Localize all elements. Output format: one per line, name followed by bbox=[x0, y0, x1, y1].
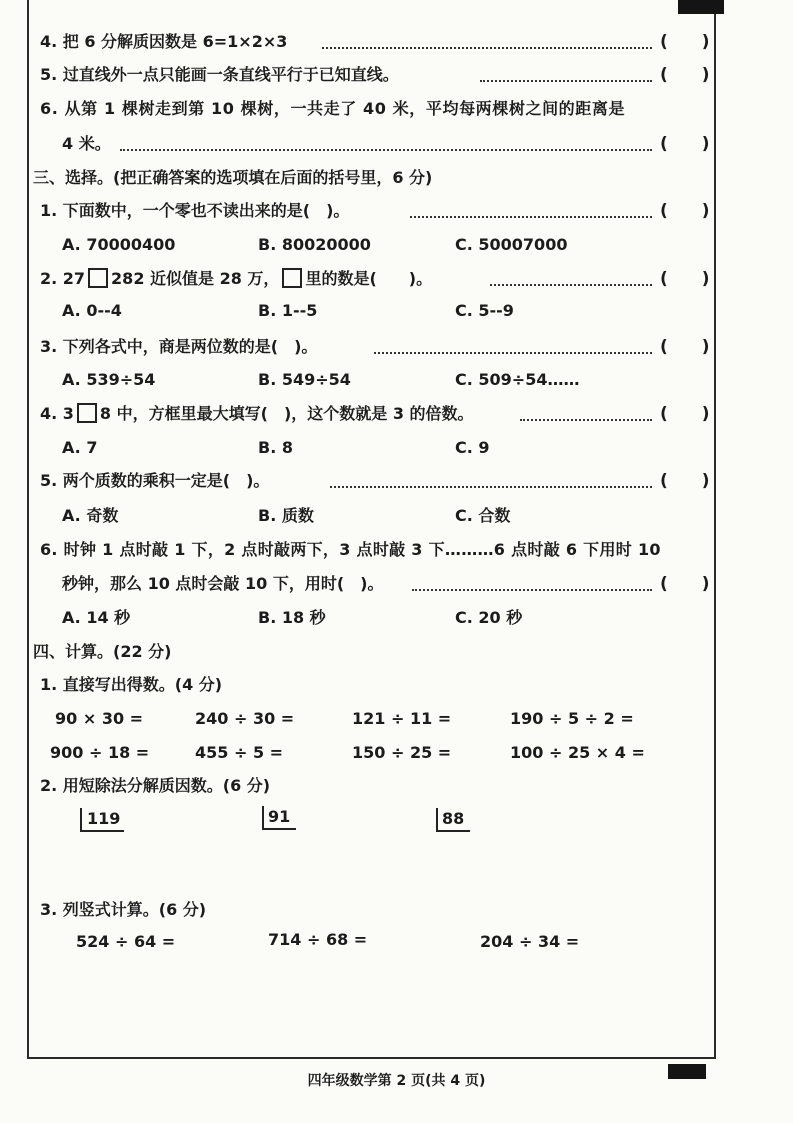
judge-question-6-cont: 4 米。 bbox=[62, 134, 111, 153]
answer-bracket[interactable]: ( ) bbox=[660, 201, 710, 221]
dotted-leader bbox=[330, 486, 652, 488]
choice-question-6-cont: 秒钟，那么 10 点时会敲 10 下，用时( )。 bbox=[62, 574, 384, 593]
page-border-bottom bbox=[27, 1057, 716, 1059]
option-a[interactable]: A. 539÷54 bbox=[62, 370, 156, 389]
option-a[interactable]: A. 70000400 bbox=[62, 235, 176, 254]
option-c[interactable]: C. 20 秒 bbox=[455, 608, 523, 627]
dotted-leader bbox=[120, 149, 652, 151]
option-b[interactable]: B. 549÷54 bbox=[258, 370, 351, 389]
option-a[interactable]: A. 0--4 bbox=[62, 301, 122, 320]
option-c[interactable]: C. 5--9 bbox=[455, 301, 514, 320]
answer-bracket[interactable]: ( ) bbox=[660, 65, 710, 85]
mental-calc[interactable]: 900 ÷ 18 = bbox=[50, 743, 150, 762]
dotted-leader bbox=[412, 589, 652, 591]
answer-bracket[interactable]: ( ) bbox=[660, 269, 710, 289]
calc-question-3: 3. 列竖式计算。(6 分) bbox=[40, 900, 207, 919]
judge-question-6: 6. 从第 1 棵树走到第 10 棵树，一共走了 40 米，平均每两棵树之间的距离是 bbox=[40, 99, 626, 118]
section-4-heading: 四、计算。(22 分) bbox=[33, 642, 172, 661]
vertical-calc[interactable]: 714 ÷ 68 = bbox=[268, 930, 368, 949]
answer-bracket[interactable]: ( ) bbox=[660, 404, 710, 424]
dotted-leader bbox=[374, 352, 652, 354]
blank-box bbox=[77, 403, 97, 423]
option-a[interactable]: A. 7 bbox=[62, 438, 98, 457]
dotted-leader bbox=[410, 216, 652, 218]
choice-question-1: 1. 下面数中，一个零也不读出来的是( )。 bbox=[40, 201, 350, 220]
mental-calc[interactable]: 240 ÷ 30 = bbox=[195, 709, 295, 728]
mental-calc[interactable]: 190 ÷ 5 ÷ 2 = bbox=[510, 709, 634, 728]
blank-box bbox=[282, 268, 302, 288]
mental-calc[interactable]: 455 ÷ 5 = bbox=[195, 743, 284, 762]
answer-bracket[interactable]: ( ) bbox=[660, 471, 710, 491]
short-division-number[interactable]: 91 bbox=[268, 807, 291, 826]
corner-mark-top bbox=[678, 0, 724, 14]
answer-bracket[interactable]: ( ) bbox=[660, 32, 710, 52]
choice-question-4: 4. 3 8 中，方框里最大填写( )，这个数就是 3 的倍数。 bbox=[40, 404, 474, 423]
option-b[interactable]: B. 80020000 bbox=[258, 235, 371, 254]
vertical-calc[interactable]: 524 ÷ 64 = bbox=[76, 932, 176, 951]
choice-question-2: 2. 27 282 近似值是 28 万， 里的数是( )。 bbox=[40, 269, 433, 288]
section-3-heading: 三、选择。(把正确答案的选项填在后面的括号里，6 分) bbox=[33, 168, 433, 187]
dotted-leader bbox=[520, 419, 652, 421]
option-a[interactable]: A. 奇数 bbox=[62, 506, 119, 525]
choice-question-3: 3. 下列各式中，商是两位数的是( )。 bbox=[40, 337, 318, 356]
page-border-left bbox=[27, 0, 29, 1058]
choice-question-5: 5. 两个质数的乘积一定是( )。 bbox=[40, 471, 270, 490]
calc-question-1: 1. 直接写出得数。(4 分) bbox=[40, 675, 223, 694]
short-division-number[interactable]: 119 bbox=[87, 809, 121, 828]
option-c[interactable]: C. 9 bbox=[455, 438, 490, 457]
option-b[interactable]: B. 1--5 bbox=[258, 301, 318, 320]
choice-question-6: 6. 时钟 1 点时敲 1 下，2 点时敲两下，3 点时敲 3 下………6 点时敲 6 下用时 10 bbox=[40, 540, 661, 559]
dotted-leader bbox=[490, 284, 652, 286]
vertical-calc[interactable]: 204 ÷ 34 = bbox=[480, 932, 580, 951]
judge-question-4: 4. 把 6 分解质因数是 6=1×2×3 bbox=[40, 32, 288, 51]
dotted-leader bbox=[322, 47, 652, 49]
option-c[interactable]: C. 合数 bbox=[455, 506, 511, 525]
option-a[interactable]: A. 14 秒 bbox=[62, 608, 131, 627]
option-c[interactable]: C. 50007000 bbox=[455, 235, 568, 254]
blank-box bbox=[88, 268, 108, 288]
mental-calc[interactable]: 90 × 30 = bbox=[55, 709, 144, 728]
calc-question-2: 2. 用短除法分解质因数。(6 分) bbox=[40, 776, 271, 795]
mental-calc[interactable]: 100 ÷ 25 × 4 = bbox=[510, 743, 645, 762]
short-division-number[interactable]: 88 bbox=[442, 809, 465, 828]
page-footer: 四年级数学第 2 页(共 4 页) bbox=[307, 1073, 486, 1089]
page-border-right bbox=[714, 0, 716, 1058]
dotted-leader bbox=[480, 80, 652, 82]
mental-calc[interactable]: 150 ÷ 25 = bbox=[352, 743, 452, 762]
option-b[interactable]: B. 质数 bbox=[258, 506, 314, 525]
answer-bracket[interactable]: ( ) bbox=[660, 134, 710, 154]
option-b[interactable]: B. 8 bbox=[258, 438, 293, 457]
mental-calc[interactable]: 121 ÷ 11 = bbox=[352, 709, 452, 728]
option-c[interactable]: C. 509÷54…… bbox=[455, 370, 580, 389]
judge-question-5: 5. 过直线外一点只能画一条直线平行于已知直线。 bbox=[40, 65, 399, 84]
answer-bracket[interactable]: ( ) bbox=[660, 337, 710, 357]
answer-bracket[interactable]: ( ) bbox=[660, 574, 710, 594]
option-b[interactable]: B. 18 秒 bbox=[258, 608, 326, 627]
